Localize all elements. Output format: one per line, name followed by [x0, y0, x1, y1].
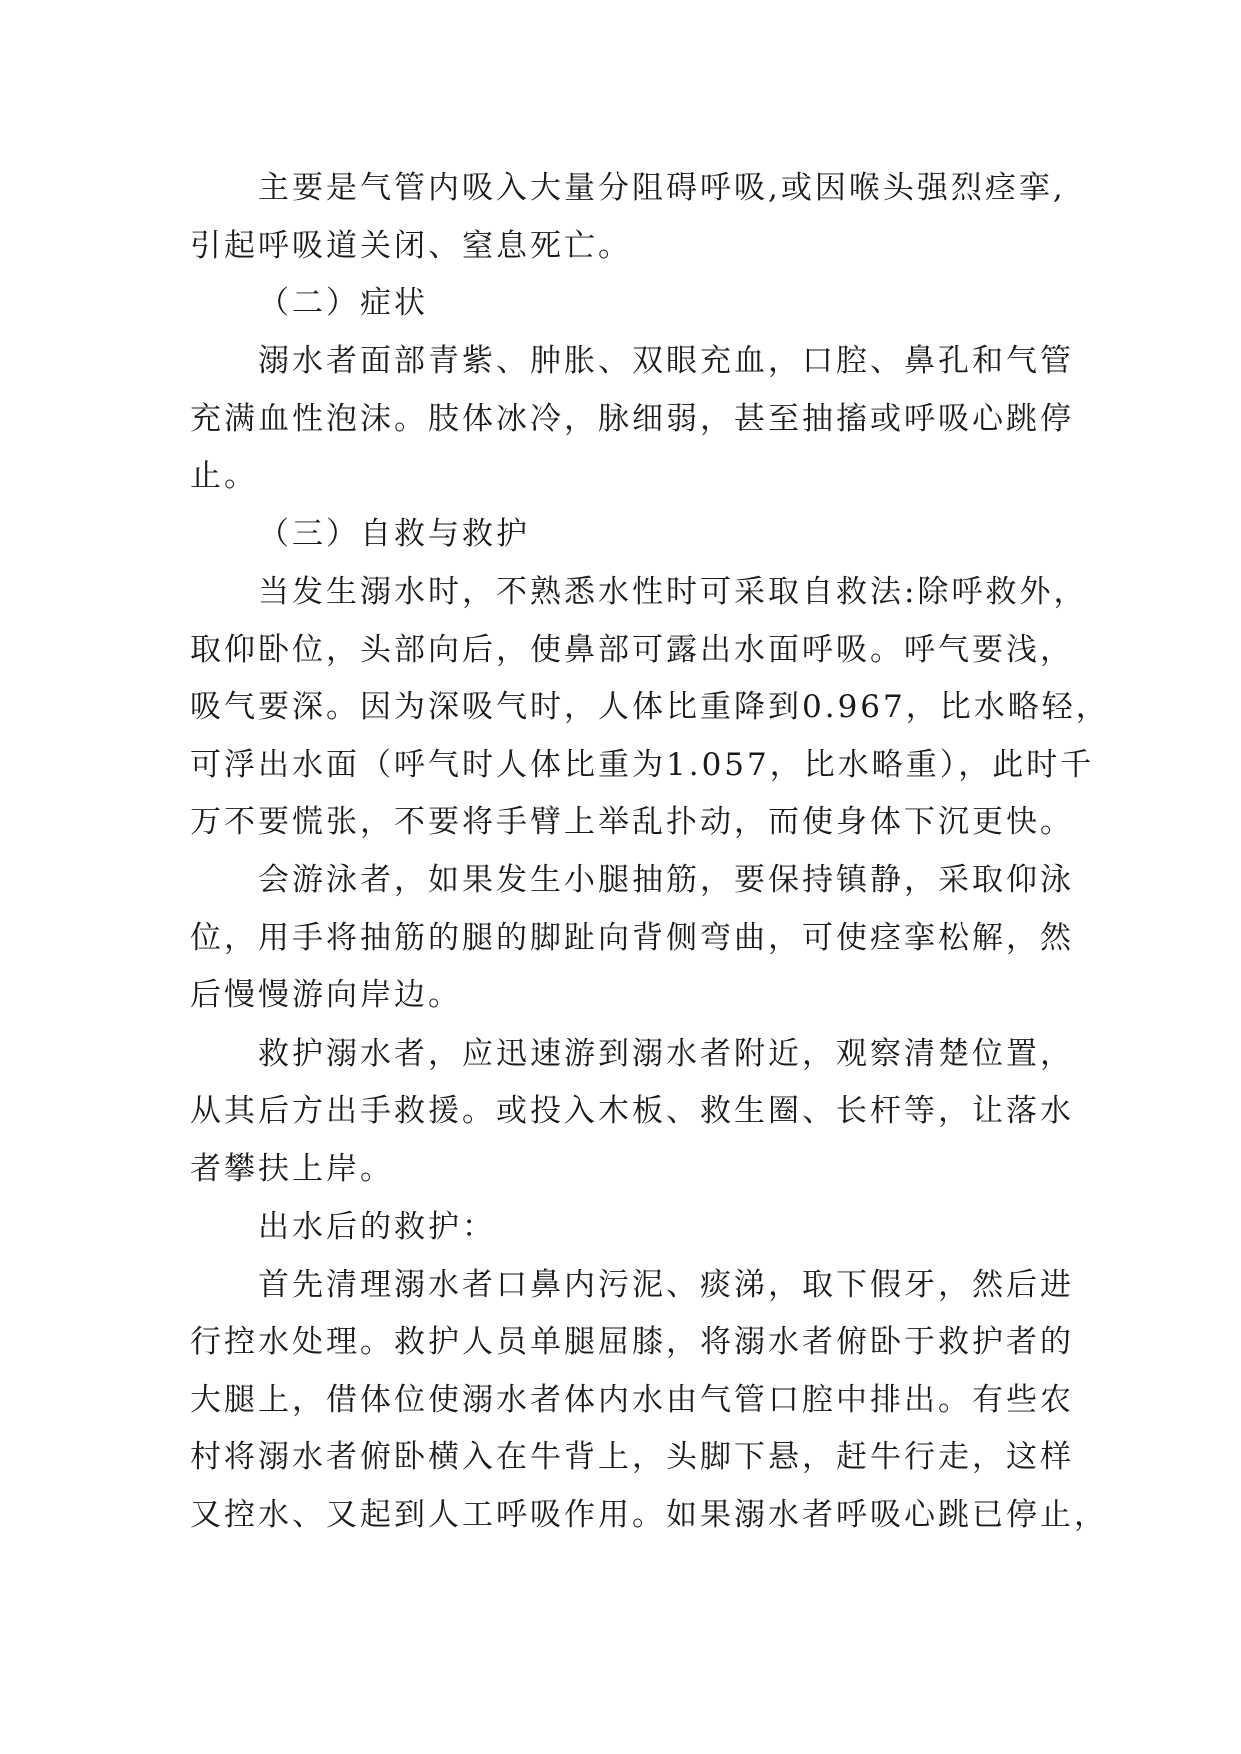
paragraph-line: 从其后方出手救援。或投入木板、救生圈、长杆等，让落水: [190, 1093, 1074, 1129]
paragraph-line: 后慢慢游向岸边。: [190, 977, 462, 1013]
paragraph-line: 位，用手将抽筋的腿的脚趾向背侧弯曲，可使痉挛松解，然: [190, 920, 1074, 956]
paragraph-line: 当发生溺水时，不熟悉水性时可采取自救法:除呼救外，: [258, 574, 1088, 610]
paragraph-line: 充满血性泡沫。肢体冰冷，脉细弱，甚至抽搐或呼吸心跳停: [190, 401, 1074, 437]
paragraph-line: 万不要慌张，不要将手臂上举乱扑动，而使身体下沉更快。: [190, 804, 1074, 840]
section-heading: （二）症状: [258, 285, 428, 321]
paragraph-line: 引起呼吸道关闭、窒息死亡。: [190, 228, 632, 264]
paragraph-line: 会游泳者，如果发生小腿抽筋，要保持镇静，采取仰泳: [258, 862, 1074, 898]
paragraph-line: 溺水者面部青紫、肿胀、双眼充血，口腔、鼻孔和气管: [258, 343, 1074, 379]
paragraph-line: 主要是气管内吸入大量分阻碍呼吸,或因喉头强烈痉挛,: [258, 170, 1066, 206]
paragraph-line: 首先清理溺水者口鼻内污泥、痰涕，取下假牙，然后进: [258, 1267, 1074, 1303]
paragraph-line: 村将溺水者俯卧横入在牛背上，头脚下悬，赶牛行走，这样: [190, 1439, 1074, 1475]
paragraph-line: 可浮出水面（呼气时人体比重为1.057，比水略重），此时千: [190, 747, 1095, 783]
paragraph-line: 者攀扶上岸。: [190, 1151, 394, 1187]
section-heading: （三）自救与救护: [258, 516, 530, 552]
paragraph-line: 吸气要深。因为深吸气时，人体比重降到0.967，比水略轻，: [190, 689, 1110, 725]
paragraph-line: 救护溺水者，应迅速游到溺水者附近，观察清楚位置，: [258, 1036, 1074, 1072]
paragraph-line: 又控水、又起到人工呼吸作用。如果溺水者呼吸心跳已停止，: [190, 1497, 1108, 1533]
paragraph-line: 止。: [190, 458, 258, 494]
section-heading: 出水后的救护：: [258, 1209, 496, 1245]
paragraph-line: 取仰卧位，头部向后，使鼻部可露出水面呼吸。呼气要浅，: [190, 632, 1074, 668]
paragraph-line: 大腿上，借体位使溺水者体内水由气管口腔中排出。有些农: [190, 1382, 1074, 1418]
paragraph-line: 行控水处理。救护人员单腿屈膝，将溺水者俯卧于救护者的: [190, 1324, 1074, 1360]
